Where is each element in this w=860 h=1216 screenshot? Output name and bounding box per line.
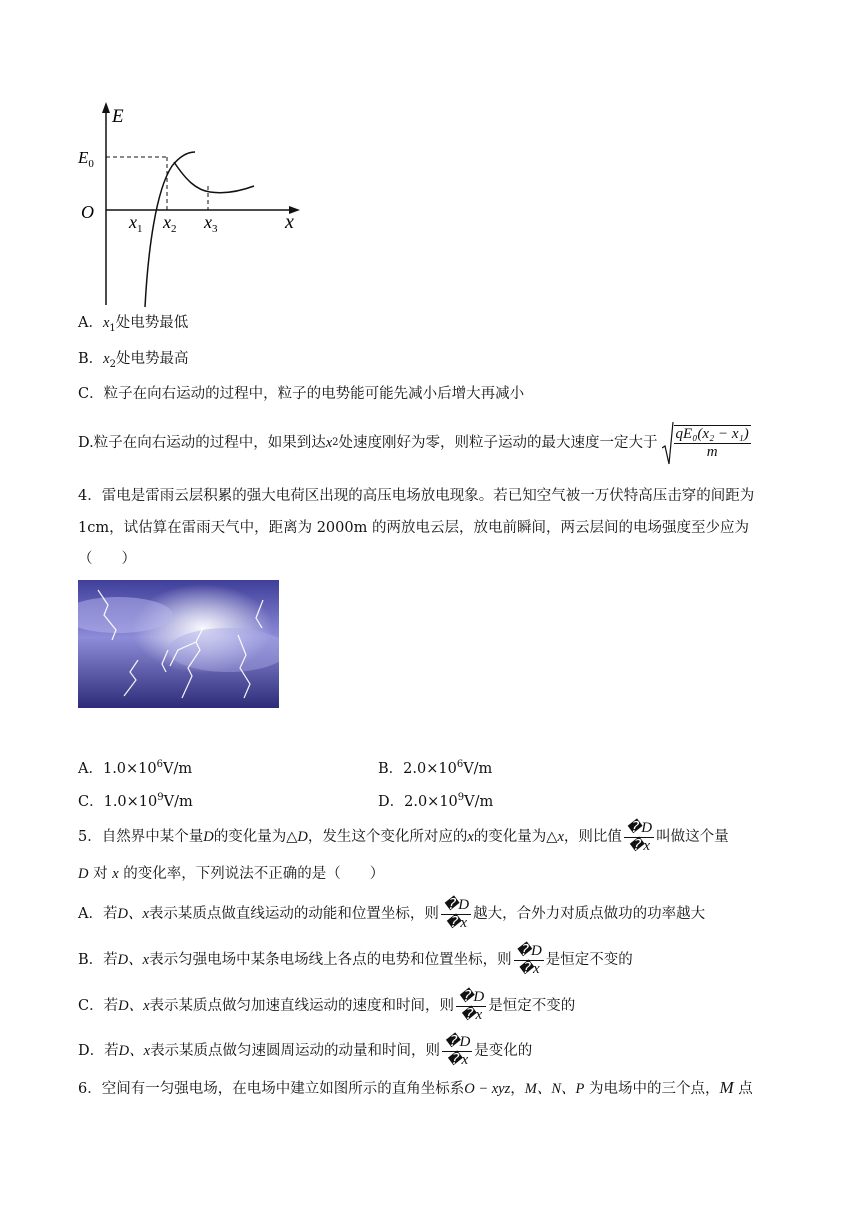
sqrt-sign [662, 420, 674, 466]
ratio-fraction: $\frac{�D}{�x}$ [444, 1033, 471, 1068]
q3-option-c: C．粒子在向右运动的过程中，粒子的电势能可能先减小后增大再减小 [78, 386, 525, 402]
q3-option-a: A．$x_1$处电势最低 [78, 315, 189, 334]
origin-label: O [81, 202, 94, 222]
x1-label: $x_1$ [129, 212, 143, 235]
sqrt-fraction: $\frac{\text{qE₀(x₂ − x₁)}}{m}$ [675, 426, 749, 460]
x2-label: $x_2$ [163, 212, 177, 235]
q4-text-line1: 4．雷电是雷雨云层积累的强大电荷区出现的高压电场放电现象。若已知空气被一万伏特高压击穿的间距为 [78, 488, 755, 504]
x-axis-label: x [285, 211, 294, 233]
q4-bracket: （ ） [78, 551, 136, 567]
q5-option-b: B．若 D、x 表示匀强电场中某条电场线上各点的电势和位置坐标，则 $\frac{�D}{�x}$ 是恒定不变的 [78, 942, 633, 977]
e-x-graph [72, 100, 312, 310]
q4-text-line2: 1cm，试估算在雷雨天气中，距离为 2000m 的两放电云层，放电前瞬间，两云层间的电场强度至少应为 [78, 520, 749, 536]
curve-right [174, 162, 254, 193]
ratio-fraction: $\frac{�D}{�x}$ [515, 942, 542, 977]
q5-option-d: D．若 D、x 表示某质点做匀速圆周运动的动量和时间，则 $\frac{�D}{�x}$ 是变化的 [78, 1033, 533, 1068]
ratio-fraction: $\frac{�D}{�x}$ [458, 988, 485, 1023]
q5-option-c: C．若 D、x 表示某质点做匀加速直线运动的速度和时间，则 $\frac{�D}{�x}$ 是恒定不变的 [78, 988, 576, 1023]
lightning-photo [78, 580, 279, 708]
y-axis-arrow [102, 102, 110, 113]
q5-text-line1: 5．自然界中某个量 D 的变化量为△ D ，发生这个变化所对应的 x 的变化量为△ x ，则比值 $\frac{�D}{�x}$ 叫做这个量 [78, 819, 729, 854]
q3-option-b: B．$x_2$处电势最高 [78, 351, 189, 370]
x3-label: $x_3$ [204, 212, 218, 235]
q4-option-a: A．$1.0\times 10^6V/m$ [78, 759, 193, 777]
q5-option-a: A．若 D、x 表示某质点做直线运动的动能和位置坐标，则 $\frac{�D}{�x}$ 越大，合外力对质点做功的功率越大 [78, 896, 706, 931]
q3-option-d: D.粒子在向右运动的过程中，如果到达 x 2 处速度刚好为零，则粒子运动的最大速度一定大于 $\frac{\text{qE₀(x₂ − x₁)}}{m}$ [78, 420, 753, 466]
e0-label: $E_0$ [78, 148, 94, 170]
y-axis-label: E [112, 106, 124, 127]
ratio-fraction: $\frac{�D}{�x}$ [442, 896, 470, 931]
q6-text-line1: 6．空间有一匀强电场，在电场中建立如图所示的直角坐标系O − xyz，M、N、P 为电场中的三个点，M 点 [78, 1078, 753, 1097]
q5-text-line2: D 对 x 的变化率，下列说法不正确的是（ ） [78, 866, 385, 882]
ratio-fraction: $\frac{�D}{�x}$ [625, 819, 653, 854]
q4-option-b: B．$2.0\times 10^6V/m$ [378, 759, 493, 777]
q4-option-c: C．$1.0\times 10^9V/m$ [78, 792, 193, 810]
q4-option-d: D．$2.0\times 10^9V/m$ [378, 792, 494, 810]
